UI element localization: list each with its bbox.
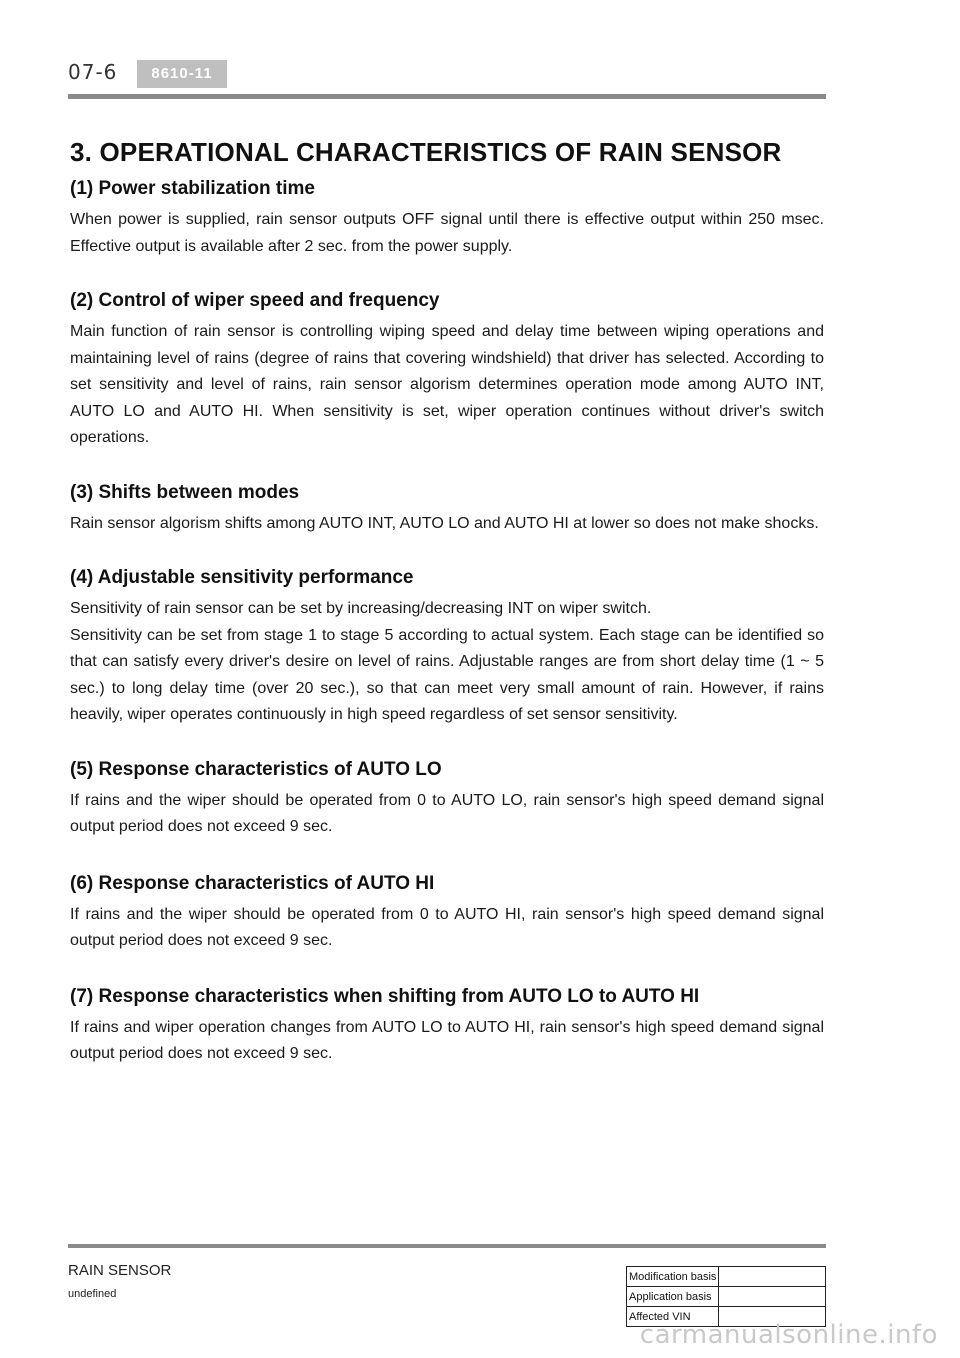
section-code-badge: 8610-11: [137, 60, 227, 88]
section-heading: (7) Response characteristics when shifting from AUTO LO to AUTO HI: [70, 985, 700, 1007]
modification-basis-label: Modification basis: [627, 1267, 719, 1287]
table-row: [627, 1287, 826, 1307]
section-heading: (3) Shifts between modes: [70, 481, 300, 503]
footer-divider: [68, 1244, 826, 1248]
section-paragraph: Sensitivity of rain sensor can be set by increasing/decreasing INT on wiper switch.: [70, 600, 652, 617]
section-paragraph: If rains and the wiper should be operated from 0 to AUTO LO, rain sensor's high speed demand signal output period does not exceed 9 sec.: [70, 791, 824, 835]
section-sensitivity: [70, 564, 824, 729]
application-basis-label: Application basis: [627, 1287, 719, 1307]
modification-basis-value: [719, 1267, 826, 1287]
page-number: 07-6: [68, 60, 118, 84]
application-basis-value: [719, 1287, 826, 1307]
section-paragraph: Rain sensor algorism shifts among AUTO INT, AUTO LO and AUTO HI at lower so does not make shocks.: [70, 514, 819, 532]
section-paragraph: Sensitivity can be set from stage 1 to stage 5 according to actual system. Each stage can be identified so that can satisfy every driver's desire on level of rains. Adjustable ranges are from short delay time (1 ~ 5 sec.) to long delay time (over 20 sec.), so that can meet very small amount of rain. However, if rains heavily, wiper operates continuously in high speed regardless of set sensor sensitivity.: [70, 626, 824, 723]
section-paragraph: If rains and the wiper should be operated from 0 to AUTO HI, rain sensor's high speed demand signal output period does not exceed 9 sec.: [70, 905, 824, 949]
section-power-stabilization: [70, 175, 824, 260]
section-wiper-control: [70, 287, 824, 452]
section-heading: (1) Power stabilization time: [70, 178, 315, 199]
page-title: 3. OPERATIONAL CHARACTERISTICS OF RAIN SENSOR: [70, 137, 782, 167]
footer-subtitle: undefined: [68, 1288, 117, 1300]
section-heading: (5) Response characteristics of AUTO LO: [70, 758, 442, 780]
footer-title: RAIN SENSOR: [68, 1262, 172, 1279]
section-auto-lo-response: [70, 756, 824, 841]
section-paragraph: Main function of rain sensor is controlling wiping speed and delay time between wiping operations and maintaining level of rains (degree of rains that covering windshield) that driver has selected. According to set sensitivity and level of rains, rain sensor algorism determines operation mode among AUTO INT, AUTO LO and AUTO HI. When sensitivity is set, wiper operation continues without driver's switch operations.: [70, 323, 824, 446]
section-lo-to-hi-response: [70, 983, 824, 1068]
affected-vin-label: Affected VIN: [627, 1307, 719, 1327]
revision-info-table: [626, 1266, 826, 1327]
section-paragraph: If rains and wiper operation changes from AUTO LO to AUTO HI, rain sensor's high speed demand signal output period does not exceed 9 sec.: [70, 1018, 824, 1062]
section-heading: (6) Response characteristics of AUTO HI: [70, 872, 435, 894]
section-mode-shifts: [70, 479, 824, 538]
section-heading: (4) Adjustable sensitivity performance: [70, 567, 414, 588]
section-paragraph: When power is supplied, rain sensor outputs OFF signal until there is effective output within 250 msec. Effective output is available after 2 sec. from the power supply.: [70, 211, 824, 255]
table-row: [627, 1267, 826, 1287]
section-auto-hi-response: [70, 870, 824, 955]
section-heading: (2) Control of wiper speed and frequency: [70, 290, 440, 311]
header-divider: [68, 94, 826, 99]
main-content: [70, 132, 824, 1068]
watermark: carmanualsonline.info: [639, 1320, 938, 1350]
